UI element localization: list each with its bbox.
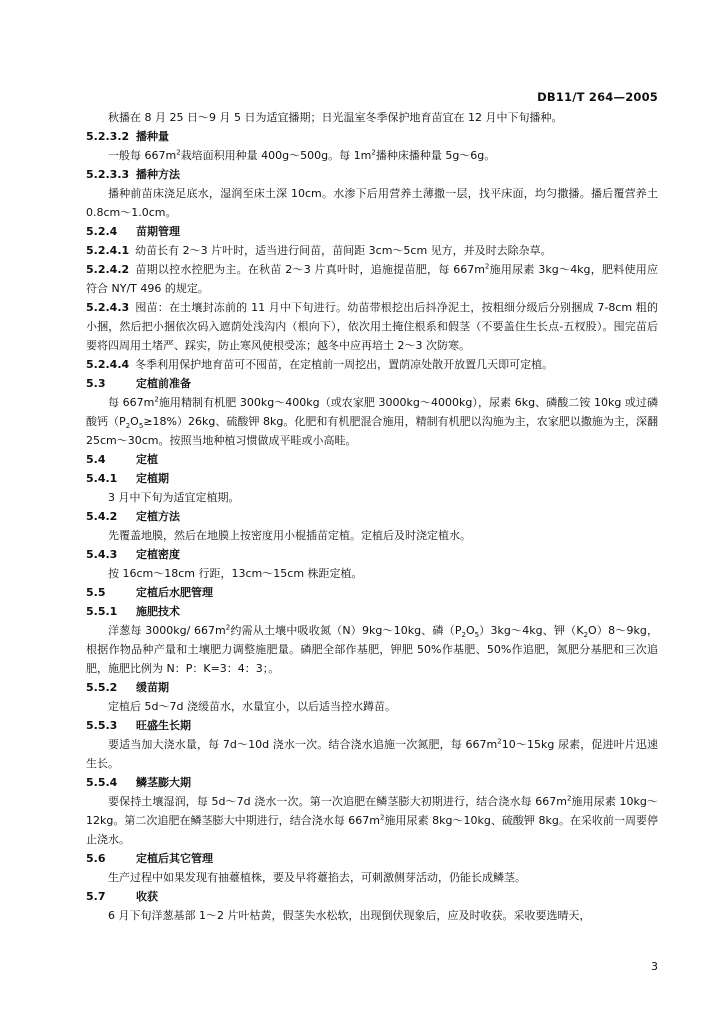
- section-title: 定植后其它管理: [136, 852, 213, 865]
- clause-number: 5.2.4.1: [86, 244, 130, 257]
- section-heading-524: [86, 222, 658, 241]
- clause-5243: [86, 298, 658, 355]
- section-title: 缓苗期: [136, 681, 169, 694]
- section-heading-541: [86, 469, 658, 488]
- subscript: 2: [583, 631, 589, 640]
- page-content: [86, 108, 658, 925]
- section-number: 5.2.3.2: [86, 130, 130, 143]
- superscript: 2: [566, 794, 572, 803]
- section-heading-543: [86, 545, 658, 564]
- superscript: 2: [371, 148, 376, 157]
- superscript: 2: [176, 148, 181, 157]
- clause-text: 苗期以控水控肥为主。在秋苗 2～3 片真叶时，追施提苗肥，每 667m: [135, 263, 485, 276]
- section-heading-53: [86, 374, 658, 393]
- paragraph-pre-planting: [86, 393, 658, 450]
- paragraph-planting-period: 3 月中下旬为适宜定植期。: [108, 491, 240, 504]
- clause-number: 5.2.4.2: [86, 263, 130, 276]
- standard-code: DB11/T 264—2005: [537, 90, 658, 104]
- subscript: 5: [138, 422, 144, 431]
- text-run: ≥18%）26kg、硫酸钾 8kg。化肥和有机肥混合施用，精制有机肥以沟施为主，农家肥以撒施为主，深翻 25cm～30cm。按照当地种植习惯做成平畦或小高畦。: [86, 415, 658, 447]
- text-run: 要适当加大浇水量，每 7d～10d 浇水一次。结合浇水追施一次氮肥，每 667m: [108, 738, 498, 751]
- section-heading-57: [86, 887, 658, 906]
- paragraph-other-management: 生产过程中如果发现有抽薹植株，要及早将薹掐去，可刺激侧芽活动，仍能长成鳞茎。: [108, 871, 526, 884]
- section-title: 播种量: [136, 130, 169, 143]
- section-title: 收获: [136, 890, 158, 903]
- text-run: 一般每 667m: [108, 149, 177, 162]
- section-heading-551: [86, 602, 658, 621]
- text-run: 栽培面积用种量 400g～500g。每 1m: [180, 149, 372, 162]
- section-number: 5.5.2: [86, 681, 118, 694]
- text-run: O）8～9kg，根据作物品种产量和土壤肥力调整施肥量。磷肥全部作基肥，钾肥 50%作基肥、50%作追肥，氮肥分基肥和三次追肥，施肥比例为 N：P：K=3：4：3；。: [86, 624, 659, 675]
- superscript: 2: [380, 813, 385, 822]
- section-title: 旺盛生长期: [136, 719, 191, 732]
- section-heading-5232: [86, 127, 658, 146]
- clause-text: 幼苗长有 2～3 片叶时，适当进行间苗，苗间距 3cm～5cm 见方，并及时去除杂草。: [135, 244, 552, 257]
- section-number: 5.4.2: [86, 510, 118, 523]
- section-title: 施肥技术: [136, 605, 180, 618]
- paragraph-fertilization: [86, 621, 658, 678]
- section-title: 鳞茎膨大期: [136, 776, 191, 789]
- section-number: 5.4.3: [86, 548, 118, 561]
- section-title: 定植前准备: [136, 377, 191, 390]
- section-title: 定植期: [136, 472, 169, 485]
- text-run: ）3kg～4kg、钾（K: [479, 624, 584, 637]
- paragraph-planting-density: 按 16cm～18cm 行距，13cm～15cm 株距定植。: [108, 567, 363, 580]
- paragraph-vigorous-growth: [86, 735, 658, 773]
- clause-5241: [86, 241, 658, 260]
- text-run: O: [130, 415, 139, 428]
- superscript: 2: [154, 395, 159, 404]
- section-number: 5.3: [86, 377, 106, 390]
- section-number: 5.4.1: [86, 472, 118, 485]
- clause-text: 囤苗：在土壤封冻前的 11 月中下旬进行。幼苗带根挖出后抖净泥土，按粗细分级后分别捆成 7-8cm 粗的小捆，然后把小捆依次码入遮荫处浅沟内（根向下），依次用土掩住根系和假茎（不要盖住生长点-五杈股）。囤完苗后要将四周用土堵严、踩实，防止寒风使根受冻；越冬中应再培土 2～3 次防寒。: [86, 301, 658, 352]
- text-run: 施用尿素 10kg～12kg。第二次追肥在鳞茎膨大中期进行，结合浇水每 667m: [86, 795, 658, 827]
- section-heading-553: [86, 716, 658, 735]
- section-title: 定植: [136, 453, 158, 466]
- section-number: 5.5.4: [86, 776, 118, 789]
- text-run: 要保持土壤湿润，每 5d～7d 浇水一次。第一次追肥在鳞茎膨大初期进行，结合浇水每 667m: [108, 795, 567, 808]
- paragraph-sowing-period: 秋播在 8 月 25 日～9 月 5 日为适宜播期；日光温室冬季保护地育苗宜在 12 月中下旬播种。: [108, 111, 563, 124]
- section-title: 定植方法: [136, 510, 180, 523]
- section-number: 5.2.4: [86, 225, 118, 238]
- section-heading-56: [86, 849, 658, 868]
- subscript: 2: [125, 422, 131, 431]
- subscript: 2: [461, 631, 466, 640]
- clause-number: 5.2.4.3: [86, 301, 130, 314]
- text-run: 施用精制有机肥 300kg～400kg（或农家肥 3000kg～4000kg），尿素 6kg、磷酸二铵 10kg 或过磷酸钙（P: [86, 396, 658, 428]
- superscript: 2: [497, 737, 502, 746]
- section-heading-54: [86, 450, 658, 469]
- section-number: 5.4: [86, 453, 106, 466]
- section-number: 5.6: [86, 852, 106, 865]
- section-heading-552: [86, 678, 658, 697]
- superscript: 2: [484, 262, 490, 271]
- text-run: 10～15kg 尿素，促进叶片迅速生长。: [86, 738, 658, 770]
- clause-5244: [86, 355, 658, 374]
- clause-5242: [86, 260, 658, 298]
- section-number: 5.5.1: [86, 605, 118, 618]
- text-run: O: [465, 624, 475, 637]
- section-heading-5233: [86, 165, 658, 184]
- paragraph-sowing-method: 播种前苗床浇足底水，湿润至床土深 10cm。水渗下后用营养土薄撒一层，找平床面，均匀撒播。播后覆营养土 0.8cm～1.0cm。: [86, 187, 658, 219]
- section-heading-55: [86, 583, 658, 602]
- superscript: 2: [225, 623, 231, 632]
- paragraph-recovery: 定植后 5d～7d 浇缓苗水，水量宜小，以后适当控水蹲苗。: [108, 700, 396, 713]
- section-title: 播种方法: [136, 168, 180, 181]
- clause-text: 施用尿素 3kg～4kg，肥料使用应符合 NY/T 496 的规定。: [86, 263, 659, 295]
- clause-number: 5.2.4.4: [86, 358, 130, 371]
- section-title: 定植密度: [136, 548, 180, 561]
- text-run: 洋葱每 3000kg/ 667m: [108, 624, 226, 637]
- section-number: 5.7: [86, 890, 106, 903]
- text-run: 施用尿素 8kg～10kg、硫酸钾 8kg。在采收前一周要停止浇水。: [86, 814, 659, 846]
- section-number: 5.2.3.3: [86, 168, 130, 181]
- text-run: 约需从土壤中吸收氮（N）9kg～10kg、磷（P: [230, 624, 462, 637]
- text-run: 每 667m: [108, 396, 155, 409]
- text-run: 播种床播种量 5g～6g。: [375, 149, 496, 162]
- page-number: 3: [651, 960, 658, 973]
- paragraph-bulb-expansion: [86, 792, 658, 849]
- section-number: 5.5: [86, 586, 106, 599]
- paragraph-harvest: 6 月下旬洋葱基部 1～2 片叶枯黄，假茎失水松软，出现倒伏现象后，应及时收获。采收要选晴天，: [108, 909, 591, 922]
- section-number: 5.5.3: [86, 719, 118, 732]
- section-heading-542: [86, 507, 658, 526]
- section-title: 定植后水肥管理: [136, 586, 213, 599]
- paragraph-seed-amount: [86, 146, 658, 165]
- paragraph-planting-method: 先覆盖地膜，然后在地膜上按密度用小棍插苗定植。定植后及时浇定植水。: [108, 529, 471, 542]
- clause-text: 冬季利用保护地育苗可不囤苗，在定植前一周挖出，置荫凉处散开放置几天即可定植。: [135, 358, 554, 371]
- section-heading-554: [86, 773, 658, 792]
- subscript: 5: [474, 631, 480, 640]
- section-title: 苗期管理: [136, 225, 180, 238]
